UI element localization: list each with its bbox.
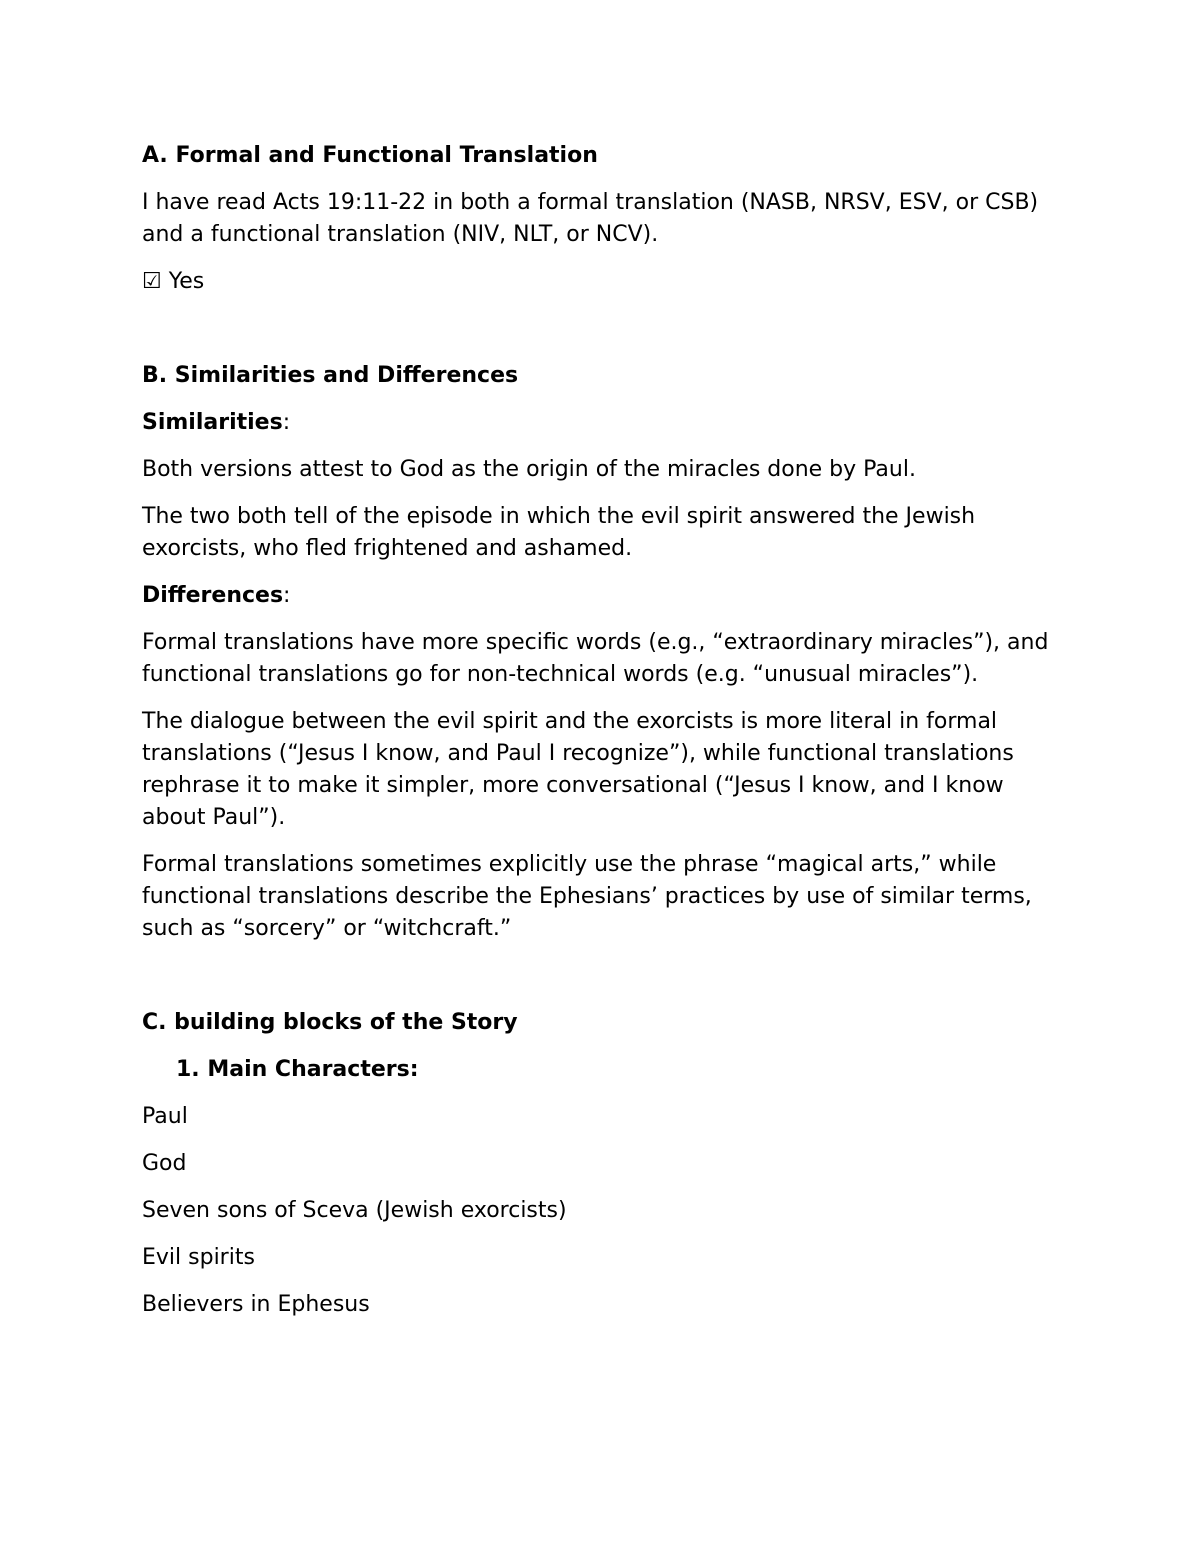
character-item: Paul	[142, 1104, 188, 1129]
difference-item: Formal translations sometimes explicitly use the phrase “magical arts,” while functional translations describe the Ephesians’ practices by use of similar terms, such as “sorcery” or “witchcraft.”	[142, 852, 1032, 941]
difference-item: The dialogue between the evil spirit and the exorcists is more literal in formal translations (“Jesus I know, and Paul I recognize”), while functional translations rephrase it to make it simpler, more conversational (“Jesus I know, and I know about Paul”).	[142, 709, 1014, 830]
similarities-label: Similarities:	[142, 410, 291, 435]
section-b-heading: B. Similarities and Differences	[142, 363, 519, 388]
section-a-checkbox-answer: ☑ Yes	[142, 269, 205, 294]
character-item: Evil spirits	[142, 1245, 255, 1270]
difference-item: Formal translations have more specific words (e.g., “extraordinary miracles”), and functional translations go for non-technical words (e.g. “unusual miracles”).	[142, 630, 1049, 687]
spacer	[142, 313, 1072, 360]
section-a-heading: A. Formal and Functional Translation	[142, 143, 598, 168]
similarity-item: Both versions attest to God as the origin of the miracles done by Paul.	[142, 457, 916, 482]
section-a-statement: I have read Acts 19:11-22 in both a formal translation (NASB, NRSV, ESV, or CSB) and a functional translation (NIV, NLT, or NCV).	[142, 190, 1039, 247]
character-item: Seven sons of Sceva (Jewish exorcists)	[142, 1198, 567, 1223]
differences-label: Differences:	[142, 583, 291, 608]
document-body	[142, 140, 1072, 1336]
character-item: Believers in Ephesus	[142, 1292, 370, 1317]
similarity-item: The two both tell of the episode in which the evil spirit answered the Jewish exorcists, who fled frightened and ashamed.	[142, 504, 976, 561]
section-c-heading: C. building blocks of the Story	[142, 1010, 518, 1035]
character-item: God	[142, 1151, 187, 1176]
spacer	[142, 960, 1072, 1007]
main-characters-heading: 1. Main Characters:	[176, 1057, 419, 1082]
